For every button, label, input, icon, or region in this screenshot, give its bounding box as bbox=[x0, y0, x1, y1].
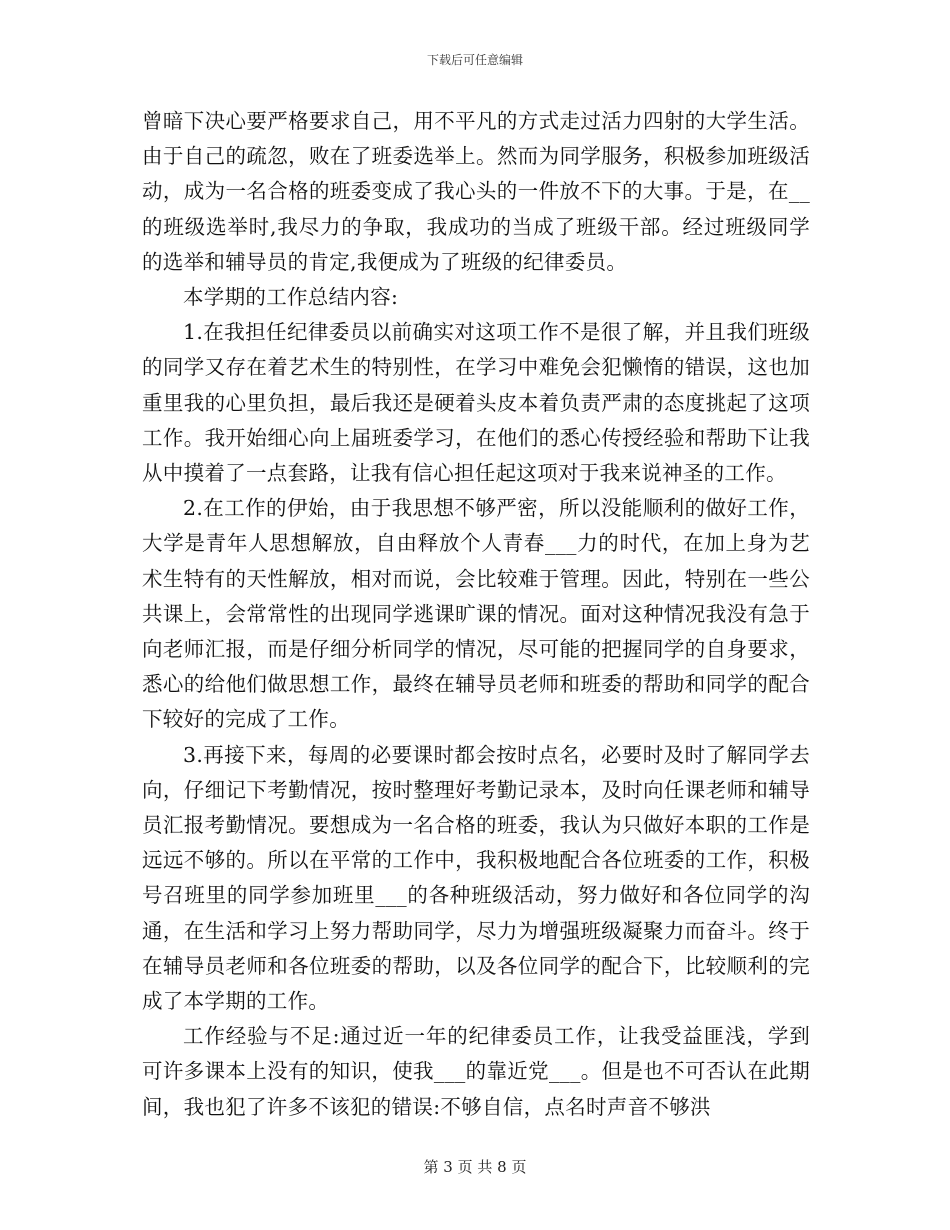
paragraph-point-2: 2.在工作的伊始，由于我思想不够严密，所以没能顺利的做好工作，大学是青年人思想解放，自由释放个人青春___力的时代，在加上身为艺术生特有的天性解放，相对而说，会比较难于管理。因此，特别在一些公共课上，会常常性的出现同学逃课旷课的情况。面对这种情况我没有急于向老师汇报，而是仔细分析同学的情况，尽可能的把握同学的自身要求，悉心的给他们做思想工作，最终在辅导员老师和班委的帮助和同学的配合下较好的完成了工作。 bbox=[142, 496, 810, 732]
page-header bbox=[0, 52, 950, 68]
document-body bbox=[142, 104, 810, 1125]
paragraph-point-3: 3.再接下来，每周的必要课时都会按时点名，必要时及时了解同学去向，仔细记下考勤情况，按时整理好考勤记录本，及时向任课老师和辅导员汇报考勤情况。要想成为一名合格的班委，我认为只做好本职的工作是远远不够的。所以在平常的工作中，我积极地配合各位班委的工作，积极号召班里的同学参加班里___的各种班级活动，努力做好和各位同学的沟通，在生活和学习上努力帮助同学，尽力为增强班级凝聚力而奋斗。终于在辅导员老师和各位班委的帮助，以及各位同学的配合下，比较顺利的完成了本学期的工作。 bbox=[142, 742, 810, 1014]
header-note: 下载后可任意编辑 bbox=[426, 53, 523, 67]
page-footer bbox=[0, 1157, 950, 1177]
page-number: 第 3 页 共 8 页 bbox=[423, 1158, 527, 1176]
paragraph-experience: 工作经验与不足:通过近一年的纪律委员工作，让我受益匪浅，学到可许多课本上没有的知识，使我___的靠近党___。但是也不可否认在此期间，我也犯了许多不该犯的错误:不够自信，点名时声音不够洪 bbox=[142, 1024, 810, 1119]
paragraph-intro: 曾暗下决心要严格要求自己，用不平凡的方式走过活力四射的大学生活。由于自己的疏忽，败在了班委选举上。然而为同学服务，积极参加班级活动，成为一名合格的班委变成了我心头的一件放不下的大事。于是，在__的班级选举时,我尽力的争取，我成功的当成了班级干部。经过班级同学的选举和辅导员的肯定,我便成为了班级的纪律委员。 bbox=[142, 109, 810, 274]
paragraph-point-1: 1.在我担任纪律委员以前确实对这项工作不是很了解，并且我们班级的同学又存在着艺术生的特别性，在学习中难免会犯懒惰的错误，这也加重里我的心里负担，最后我还是硬着头皮本着负责严肃的态度挑起了这项工作。我开始细心向上届班委学习，在他们的悉心传授经验和帮助下让我从中摸着了一点套路，让我有信心担任起这项对于我来说神圣的工作。 bbox=[142, 320, 810, 486]
paragraph-summary-heading: 本学期的工作总结内容: bbox=[183, 285, 399, 310]
